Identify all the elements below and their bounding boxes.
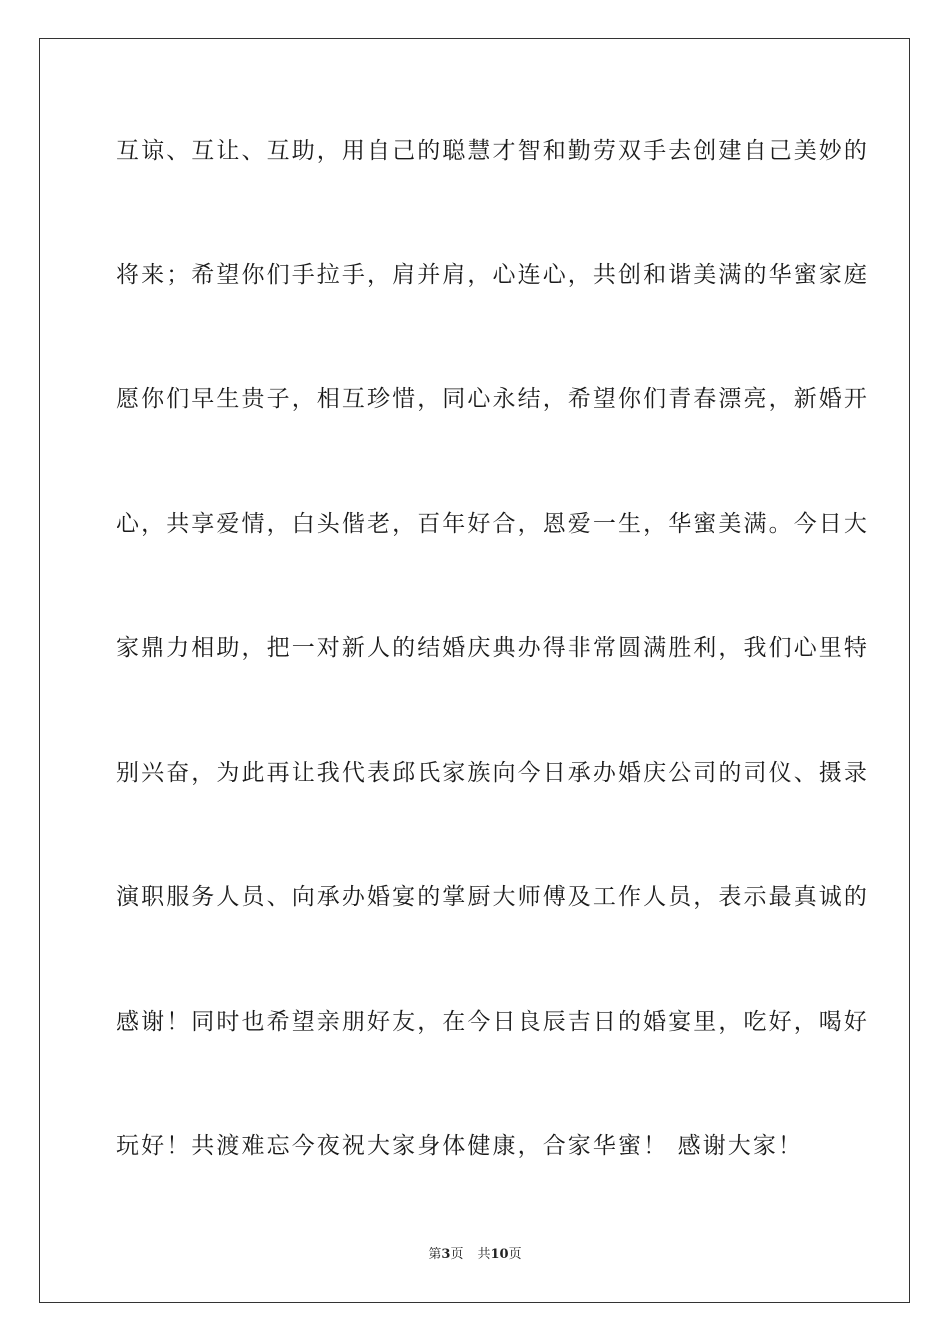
body-text-line-2: 将来；希望你们手拉手，肩并肩，心连心，共创和谐美满的华蜜家庭: [116, 262, 869, 288]
page-number: 第3页: [428, 1247, 464, 1262]
page-border: [39, 38, 910, 1303]
body-text-line-4: 心，共享爱情，白头偕老，百年好合，恩爱一生，华蜜美满。今日大: [116, 511, 869, 537]
body-text-line-9: 玩好！共渡难忘今夜祝大家身体健康，合家华蜜！ 感谢大家！: [116, 1133, 804, 1159]
body-text-line-1: 互谅、互让、互助，用自己的聪慧才智和勤劳双手去创建自己美妙的: [116, 138, 869, 164]
page-total: 共10页: [477, 1247, 522, 1262]
body-text-line-5: 家鼎力相助，把一对新人的结婚庆典办得非常圆满胜利，我们心里特: [116, 635, 869, 661]
body-text-line-7: 演职服务人员、向承办婚宴的掌厨大师傅及工作人员，表示最真诚的: [116, 884, 869, 910]
page-footer: [0, 1246, 950, 1264]
body-text-line-6: 别兴奋，为此再让我代表邱氏家族向今日承办婚庆公司的司仪、摄录: [116, 760, 869, 786]
body-text-line-3: 愿你们早生贵子，相互珍惜，同心永结，希望你们青春漂亮，新婚开: [116, 386, 869, 412]
body-text-line-8: 感谢！同时也希望亲朋好友，在今日良辰吉日的婚宴里，吃好，喝好: [116, 1009, 869, 1035]
